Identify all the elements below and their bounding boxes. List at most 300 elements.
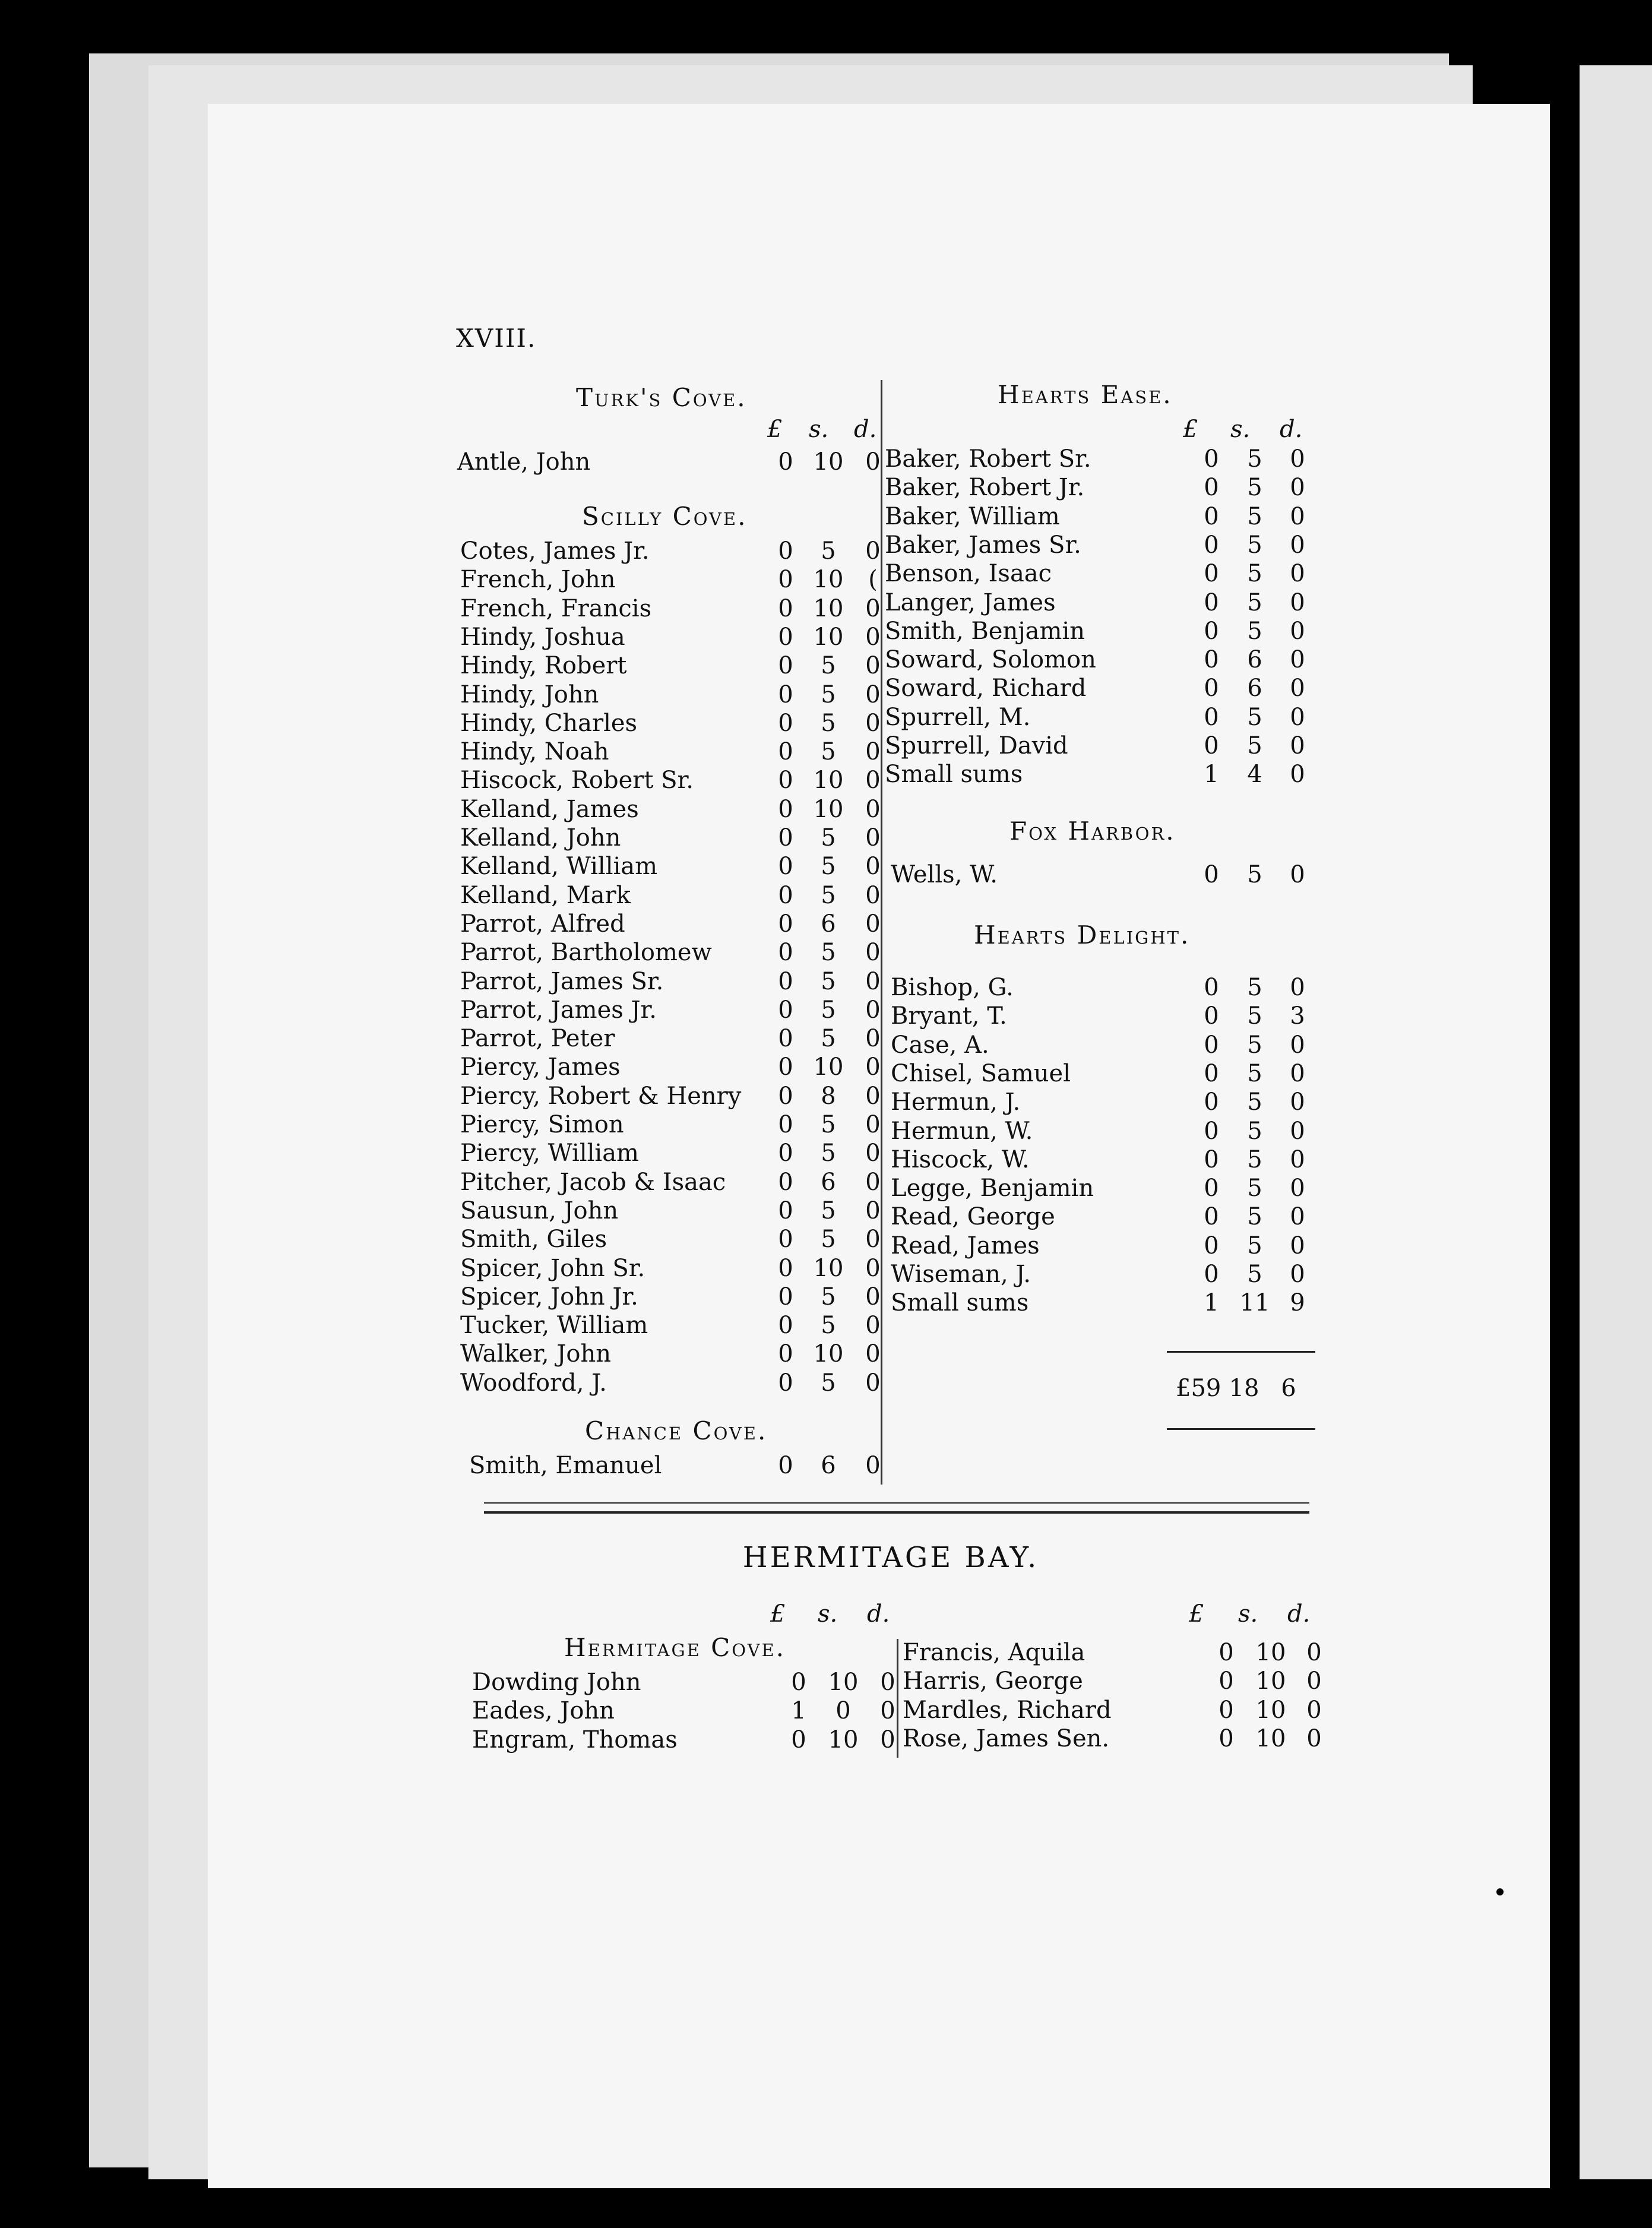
subscriber-name: Pitcher, Jacob & Isaac bbox=[460, 1168, 726, 1196]
ledger-row bbox=[903, 1667, 1330, 1696]
pounds-value: 0 bbox=[1204, 1117, 1219, 1145]
pence-value: 0 bbox=[1290, 761, 1305, 789]
subscriber-name: Kelland, John bbox=[460, 824, 621, 852]
pence-value: 0 bbox=[865, 1053, 881, 1081]
shillings-value: 5 bbox=[1247, 703, 1262, 731]
ledger-row bbox=[472, 1669, 900, 1697]
pounds-value: 0 bbox=[1204, 1232, 1219, 1259]
ledger-row bbox=[891, 974, 1318, 1002]
facing-page-edge bbox=[1580, 65, 1652, 2179]
pence-value: 0 bbox=[1290, 560, 1305, 588]
shillings-value: 5 bbox=[821, 824, 836, 852]
subscriber-name: French, John bbox=[460, 566, 616, 594]
ledger-row bbox=[885, 761, 1312, 789]
subscriber-name: Spurrell, David bbox=[885, 732, 1068, 759]
shillings-value: 5 bbox=[821, 996, 836, 1024]
pence-value: 0 bbox=[1290, 1261, 1305, 1288]
pounds-value: 0 bbox=[778, 537, 793, 565]
pence-header: d. bbox=[1280, 416, 1303, 443]
ledger-row bbox=[885, 704, 1312, 732]
subscriber-name: Hindy, Noah bbox=[460, 738, 609, 766]
ledger-row bbox=[460, 681, 888, 710]
ledger-row bbox=[885, 531, 1312, 560]
subscriber-name: Hindy, Robert bbox=[460, 652, 627, 680]
ledger-row bbox=[472, 1697, 900, 1726]
subscriber-name: Mardles, Richard bbox=[903, 1696, 1112, 1724]
pence-value: 0 bbox=[1290, 502, 1305, 530]
pence-value: 0 bbox=[1306, 1639, 1322, 1666]
ledger-row bbox=[460, 996, 888, 1025]
pounds-value: 0 bbox=[1204, 560, 1219, 588]
pence-value: 0 bbox=[1306, 1724, 1322, 1752]
shillings-value: 5 bbox=[1247, 1175, 1262, 1202]
subscriber-name: Tucker, William bbox=[460, 1312, 648, 1340]
subscriber-name: Benson, Isaac bbox=[885, 560, 1052, 588]
ledger-row bbox=[891, 1002, 1318, 1031]
pence-value: 0 bbox=[865, 881, 881, 909]
ink-spot bbox=[1496, 1888, 1504, 1895]
hearts-ease-heading: Hearts Ease. bbox=[998, 380, 1173, 409]
shillings-value: 4 bbox=[1247, 761, 1262, 789]
pence-value: 0 bbox=[865, 448, 881, 476]
ledger-row bbox=[460, 624, 888, 652]
ledger-row bbox=[472, 1726, 900, 1755]
ledger-row bbox=[460, 853, 888, 881]
shillings-value: 8 bbox=[821, 1082, 836, 1110]
ledger-row bbox=[891, 1175, 1318, 1203]
pounds-value: 0 bbox=[778, 767, 793, 795]
pence-value: 0 bbox=[1290, 1031, 1305, 1059]
shillings-value: 5 bbox=[821, 537, 836, 565]
pence-value: 0 bbox=[1290, 474, 1305, 502]
shillings-value: 5 bbox=[1247, 1117, 1262, 1145]
shillings-value: 5 bbox=[821, 1369, 836, 1397]
ledger-row bbox=[885, 589, 1312, 618]
total-pence: 6 bbox=[1281, 1375, 1296, 1402]
subscriber-name: Parrot, Bartholomew bbox=[460, 939, 712, 967]
pounds-value: 0 bbox=[1204, 1175, 1219, 1202]
pounds-value: 0 bbox=[778, 1369, 793, 1397]
subscriber-name: Read, George bbox=[891, 1203, 1055, 1231]
ledger-row bbox=[460, 1111, 888, 1140]
total-rule-bottom bbox=[1167, 1428, 1315, 1430]
shillings-value: 5 bbox=[1247, 617, 1262, 645]
ledger-row bbox=[460, 566, 888, 594]
pence-value: 0 bbox=[880, 1697, 895, 1725]
shillings-value: 10 bbox=[813, 1053, 844, 1081]
shillings-value: 10 bbox=[813, 1254, 844, 1282]
total-rule-top bbox=[1167, 1351, 1315, 1353]
pounds-value: 0 bbox=[778, 1340, 793, 1368]
shillings-value: 5 bbox=[821, 939, 836, 967]
pence-value: 0 bbox=[865, 939, 881, 967]
pounds-value: 0 bbox=[778, 1312, 793, 1340]
ledger-row bbox=[460, 1140, 888, 1168]
shillings-value: 11 bbox=[1239, 1289, 1270, 1317]
pounds-value: 0 bbox=[1204, 1203, 1219, 1231]
pounds-value: 0 bbox=[778, 1140, 793, 1167]
shillings-value: 5 bbox=[1247, 1261, 1262, 1288]
ledger-row bbox=[903, 1725, 1330, 1754]
subscriber-name: Wiseman, J. bbox=[891, 1261, 1031, 1288]
shillings-value: 5 bbox=[821, 1025, 836, 1053]
shillings-value: 5 bbox=[1247, 531, 1262, 559]
pence-value: 0 bbox=[865, 1369, 881, 1397]
ledger-row bbox=[460, 796, 888, 824]
pounds-value: 0 bbox=[1204, 445, 1219, 473]
subscriber-name: Smith, Emanuel bbox=[469, 1452, 662, 1479]
pounds-value: 0 bbox=[778, 1111, 793, 1138]
ledger-row bbox=[460, 1226, 888, 1254]
subscriber-name: Chisel, Samuel bbox=[891, 1059, 1071, 1087]
pence-value: 0 bbox=[1290, 732, 1305, 759]
subscriber-name: Piercy, James bbox=[460, 1053, 621, 1081]
pence-value: 3 bbox=[1290, 1002, 1305, 1030]
pence-value: 0 bbox=[865, 996, 881, 1024]
pence-value: 0 bbox=[865, 767, 881, 795]
pence-value: 0 bbox=[1290, 861, 1305, 888]
shillings-value: 5 bbox=[1247, 445, 1262, 473]
pence-value: 0 bbox=[865, 652, 881, 680]
subscriber-name: Spurrell, M. bbox=[885, 703, 1031, 731]
hearts-delight-heading: Hearts Delight. bbox=[974, 920, 1191, 950]
shillings-value: 5 bbox=[821, 681, 836, 708]
pounds-value: 0 bbox=[1204, 588, 1219, 616]
pence-value: 0 bbox=[865, 709, 881, 737]
ledger-row bbox=[885, 503, 1312, 531]
pounds-value: 0 bbox=[1219, 1724, 1234, 1752]
pounds-value: 1 bbox=[791, 1697, 806, 1725]
total-shillings: 18 bbox=[1229, 1375, 1259, 1402]
pence-value: 0 bbox=[865, 1082, 881, 1110]
section-separator bbox=[484, 1511, 1309, 1514]
shillings-value: 10 bbox=[813, 623, 844, 651]
pence-header: d. bbox=[867, 1600, 890, 1628]
pounds-value: 0 bbox=[1219, 1696, 1234, 1724]
subscriber-name: Wells, W. bbox=[891, 861, 998, 888]
subscriber-name: Parrot, Alfred bbox=[460, 910, 625, 938]
ledger-row bbox=[891, 1261, 1318, 1289]
subscriber-name: Parrot, Peter bbox=[460, 1025, 615, 1053]
shillings-value: 5 bbox=[1247, 974, 1262, 1001]
pounds-value: 0 bbox=[1204, 1145, 1219, 1173]
ledger-row bbox=[891, 1088, 1318, 1117]
pence-value: 0 bbox=[865, 824, 881, 852]
shilling-header: s. bbox=[818, 1600, 838, 1628]
pence-value: 0 bbox=[865, 1168, 881, 1196]
ledger-row bbox=[460, 1053, 888, 1082]
shillings-value: 5 bbox=[1247, 1088, 1262, 1116]
pounds-value: 0 bbox=[778, 1452, 793, 1479]
shillings-value: 10 bbox=[1255, 1639, 1286, 1666]
pence-value: 0 bbox=[1306, 1696, 1322, 1724]
pounds-value: 0 bbox=[1219, 1639, 1234, 1666]
chance-cove-heading: Chance Cove. bbox=[585, 1416, 768, 1445]
shillings-value: 5 bbox=[1247, 1232, 1262, 1259]
pounds-value: 0 bbox=[778, 881, 793, 909]
pence-value: 0 bbox=[1290, 531, 1305, 559]
shillings-value: 10 bbox=[828, 1726, 859, 1754]
pounds-value: 0 bbox=[791, 1726, 806, 1754]
shillings-value: 6 bbox=[1247, 675, 1262, 702]
pounds-value: 0 bbox=[778, 853, 793, 881]
pounds-value: 0 bbox=[778, 623, 793, 651]
pence-value: ( bbox=[868, 566, 878, 594]
shillings-value: 5 bbox=[821, 853, 836, 881]
hermitage-cove-heading: Hermitage Cove. bbox=[564, 1633, 786, 1662]
shilling-header: s. bbox=[1238, 1600, 1258, 1628]
pounds-value: 0 bbox=[778, 652, 793, 680]
pounds-value: 0 bbox=[778, 1283, 793, 1311]
pounds-value: 0 bbox=[778, 1168, 793, 1196]
pence-value: 0 bbox=[1290, 974, 1305, 1001]
subscriber-name: French, Francis bbox=[460, 594, 652, 622]
pounds-value: 1 bbox=[1204, 1289, 1219, 1317]
subscriber-name: Piercy, William bbox=[460, 1140, 639, 1167]
ledger-row bbox=[460, 710, 888, 738]
subscriber-name: Langer, James bbox=[885, 588, 1056, 616]
grand-total bbox=[1173, 1375, 1315, 1403]
ledger-row bbox=[460, 595, 888, 624]
pounds-value: 0 bbox=[1204, 1002, 1219, 1030]
pounds-value: 0 bbox=[1204, 502, 1219, 530]
ledger-row bbox=[460, 1312, 888, 1340]
ledger-row bbox=[885, 675, 1312, 703]
ledger-row bbox=[460, 1369, 888, 1398]
total-pounds: £59 bbox=[1176, 1375, 1221, 1402]
shillings-value: 5 bbox=[821, 1283, 836, 1311]
ledger-row bbox=[460, 652, 888, 681]
pence-value: 0 bbox=[865, 910, 881, 938]
pence-value: 0 bbox=[1290, 1145, 1305, 1173]
turks-cove-heading: Turk's Cove. bbox=[576, 383, 747, 412]
shillings-value: 6 bbox=[821, 1452, 836, 1479]
pence-value: 0 bbox=[865, 1025, 881, 1053]
subscriber-name: Hindy, John bbox=[460, 681, 599, 708]
shillings-value: 10 bbox=[828, 1669, 859, 1696]
subscriber-name: Read, James bbox=[891, 1232, 1040, 1259]
shillings-value: 5 bbox=[821, 652, 836, 680]
pence-value: 0 bbox=[865, 1197, 881, 1224]
pounds-value: 0 bbox=[778, 1197, 793, 1224]
subscriber-name: Bryant, T. bbox=[891, 1002, 1007, 1030]
pence-value: 0 bbox=[1290, 1232, 1305, 1259]
pounds-value: 0 bbox=[1204, 1031, 1219, 1059]
shillings-value: 5 bbox=[1247, 1145, 1262, 1173]
pounds-value: 0 bbox=[778, 1082, 793, 1110]
fox-harbor-heading: Fox Harbor. bbox=[1009, 816, 1176, 846]
pounds-value: 0 bbox=[1204, 732, 1219, 759]
subscriber-name: Baker, William bbox=[885, 502, 1060, 530]
pounds-value: 0 bbox=[1204, 1261, 1219, 1288]
pence-header: d. bbox=[854, 416, 877, 443]
pence-value: 0 bbox=[1290, 588, 1305, 616]
pounds-value: 0 bbox=[778, 566, 793, 594]
ledger-row bbox=[885, 646, 1312, 675]
ledger-row bbox=[885, 445, 1312, 474]
subscriber-name: Eades, John bbox=[472, 1697, 615, 1725]
shillings-value: 5 bbox=[1247, 861, 1262, 888]
ledger-row bbox=[903, 1639, 1330, 1667]
shilling-header: s. bbox=[809, 416, 829, 443]
pence-value: 0 bbox=[880, 1726, 895, 1754]
ledger-row bbox=[460, 882, 888, 910]
ledger-row bbox=[469, 1452, 897, 1480]
pounds-value: 0 bbox=[778, 795, 793, 823]
pence-value: 0 bbox=[1290, 1088, 1305, 1116]
shillings-value: 0 bbox=[836, 1697, 851, 1725]
shillings-value: 6 bbox=[821, 910, 836, 938]
pounds-value: 0 bbox=[1204, 617, 1219, 645]
ledger-row bbox=[460, 910, 888, 939]
pence-value: 9 bbox=[1290, 1289, 1305, 1317]
pounds-value: 0 bbox=[778, 738, 793, 766]
ledger-row bbox=[891, 1289, 1318, 1318]
pounds-value: 0 bbox=[778, 448, 793, 476]
pounds-value: 0 bbox=[778, 996, 793, 1024]
pence-value: 0 bbox=[1290, 1117, 1305, 1145]
shillings-value: 5 bbox=[1247, 732, 1262, 759]
pounds-value: 0 bbox=[1204, 861, 1219, 888]
pence-value: 0 bbox=[1306, 1667, 1322, 1695]
pence-value: 0 bbox=[880, 1669, 895, 1696]
subscriber-name: Antle, John bbox=[457, 448, 591, 476]
pound-header: £ bbox=[1183, 416, 1198, 443]
pence-value: 0 bbox=[865, 537, 881, 565]
shillings-value: 5 bbox=[1247, 474, 1262, 502]
subscriber-name: Hermun, W. bbox=[891, 1117, 1033, 1145]
subscriber-name: Engram, Thomas bbox=[472, 1726, 678, 1754]
pence-value: 0 bbox=[865, 1283, 881, 1311]
subscriber-name: Baker, Robert Jr. bbox=[885, 474, 1085, 502]
pence-value: 0 bbox=[865, 1340, 881, 1368]
pounds-value: 0 bbox=[778, 1025, 793, 1053]
pence-value: 0 bbox=[1290, 1175, 1305, 1202]
pound-header: £ bbox=[1189, 1600, 1204, 1628]
ledger-row bbox=[460, 1340, 888, 1369]
subscriber-name: Kelland, James bbox=[460, 795, 639, 823]
ledger-row bbox=[891, 1232, 1318, 1261]
shillings-value: 5 bbox=[1247, 502, 1262, 530]
ledger-row bbox=[885, 618, 1312, 646]
shillings-value: 5 bbox=[1247, 1059, 1262, 1087]
subscriber-name: Smith, Benjamin bbox=[885, 617, 1085, 645]
pence-header: d. bbox=[1287, 1600, 1311, 1628]
ledger-row bbox=[891, 1031, 1318, 1060]
subscriber-name: Spicer, John Jr. bbox=[460, 1283, 638, 1311]
ledger-row bbox=[903, 1697, 1330, 1725]
subscriber-name: Bishop, G. bbox=[891, 974, 1014, 1001]
subscriber-name: Francis, Aquila bbox=[903, 1639, 1085, 1666]
shillings-value: 5 bbox=[1247, 560, 1262, 588]
pounds-value: 0 bbox=[791, 1669, 806, 1696]
pence-value: 0 bbox=[865, 738, 881, 766]
ledger-row bbox=[891, 1146, 1318, 1175]
ledger-row bbox=[460, 1283, 888, 1312]
pounds-value: 0 bbox=[1204, 974, 1219, 1001]
pounds-value: 0 bbox=[778, 824, 793, 852]
shillings-value: 10 bbox=[813, 566, 844, 594]
shillings-value: 5 bbox=[821, 967, 836, 995]
subscriber-name: Hiscock, W. bbox=[891, 1145, 1030, 1173]
subscriber-name: Soward, Richard bbox=[885, 675, 1087, 702]
shillings-value: 10 bbox=[813, 448, 844, 476]
shillings-value: 5 bbox=[821, 1226, 836, 1254]
shillings-value: 5 bbox=[1247, 1031, 1262, 1059]
section-separator bbox=[484, 1502, 1309, 1504]
ledger-row bbox=[891, 1118, 1318, 1146]
ledger-row bbox=[885, 732, 1312, 761]
scilly-cove-heading: Scilly Cove. bbox=[582, 502, 748, 531]
subscriber-name: Walker, John bbox=[460, 1340, 611, 1368]
pound-header: £ bbox=[770, 1600, 786, 1628]
pence-value: 0 bbox=[1290, 445, 1305, 473]
ledger-row bbox=[891, 861, 1318, 890]
pounds-value: 0 bbox=[1204, 646, 1219, 674]
ledger-row bbox=[460, 767, 888, 795]
pence-value: 0 bbox=[1290, 617, 1305, 645]
ledger-row bbox=[460, 738, 888, 767]
ledger-row bbox=[460, 1169, 888, 1197]
subscriber-name: Kelland, William bbox=[460, 853, 658, 881]
pence-value: 0 bbox=[865, 795, 881, 823]
pence-value: 0 bbox=[865, 623, 881, 651]
pounds-value: 0 bbox=[778, 939, 793, 967]
shillings-value: 10 bbox=[813, 1340, 844, 1368]
subscriber-name: Harris, George bbox=[903, 1667, 1083, 1695]
shillings-value: 5 bbox=[821, 1111, 836, 1138]
subscriber-name: Hindy, Charles bbox=[460, 709, 638, 737]
pounds-value: 0 bbox=[1204, 1088, 1219, 1116]
shillings-value: 6 bbox=[821, 1168, 836, 1196]
pence-value: 0 bbox=[1290, 675, 1305, 702]
pence-value: 0 bbox=[865, 1226, 881, 1254]
shillings-value: 5 bbox=[821, 738, 836, 766]
ledger-row bbox=[460, 1025, 888, 1053]
pounds-value: 0 bbox=[1219, 1667, 1234, 1695]
pence-value: 0 bbox=[865, 967, 881, 995]
pence-value: 0 bbox=[865, 1140, 881, 1167]
shillings-value: 5 bbox=[821, 1312, 836, 1340]
pence-value: 0 bbox=[865, 681, 881, 708]
ledger-row bbox=[460, 1255, 888, 1283]
shillings-value: 10 bbox=[813, 767, 844, 795]
pounds-value: 1 bbox=[1204, 761, 1219, 789]
pence-value: 0 bbox=[1290, 646, 1305, 674]
subscriber-name: Cotes, James Jr. bbox=[460, 537, 650, 565]
subscriber-name: Spicer, John Sr. bbox=[460, 1254, 645, 1282]
subscriber-name: Hiscock, Robert Sr. bbox=[460, 767, 694, 795]
hermitage-bay-title: HERMITAGE BAY. bbox=[742, 1541, 1039, 1574]
shillings-value: 5 bbox=[1247, 1002, 1262, 1030]
pence-value: 0 bbox=[865, 1111, 881, 1138]
subscriber-name: Case, A. bbox=[891, 1031, 989, 1059]
ledger-row bbox=[460, 1083, 888, 1111]
shillings-value: 5 bbox=[821, 709, 836, 737]
subscriber-name: Small sums bbox=[885, 761, 1023, 789]
subscriber-name: Soward, Solomon bbox=[885, 646, 1096, 674]
pence-value: 0 bbox=[1290, 1203, 1305, 1231]
pounds-value: 0 bbox=[1204, 1059, 1219, 1087]
shillings-value: 5 bbox=[1247, 1203, 1262, 1231]
pence-value: 0 bbox=[865, 1254, 881, 1282]
subscriber-name: Woodford, J. bbox=[460, 1369, 607, 1397]
ledger-row bbox=[460, 537, 888, 566]
pounds-value: 0 bbox=[778, 1254, 793, 1282]
subscriber-name: Sausun, John bbox=[460, 1197, 619, 1224]
shillings-value: 5 bbox=[821, 881, 836, 909]
shillings-value: 10 bbox=[1255, 1724, 1286, 1752]
